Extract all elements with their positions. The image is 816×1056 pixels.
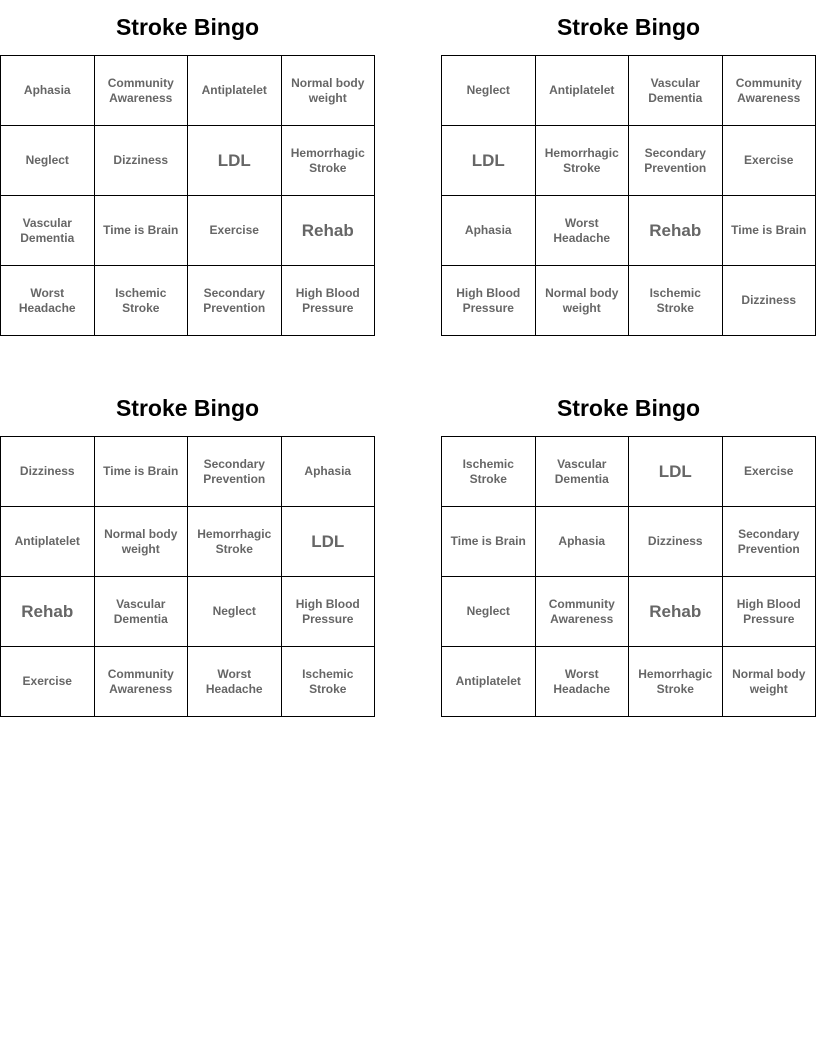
bingo-cell: Vascular Dementia — [94, 577, 188, 647]
bingo-cell: Ischemic Stroke — [629, 266, 723, 336]
grid-row — [1, 56, 375, 126]
bingo-cell: Exercise — [722, 437, 816, 507]
bingo-cell: Secondary Prevention — [188, 266, 282, 336]
bingo-cell: Exercise — [1, 647, 95, 717]
grid-row — [1, 126, 375, 196]
bingo-cell: Hemorrhagic Stroke — [535, 126, 629, 196]
bingo-cell: Vascular Dementia — [1, 196, 95, 266]
bingo-cell: Rehab — [281, 196, 375, 266]
bingo-cell: Rehab — [1, 577, 95, 647]
bingo-cell: Normal body weight — [94, 507, 188, 577]
bingo-cell: Vascular Dementia — [629, 56, 723, 126]
grid-row — [442, 437, 816, 507]
bingo-cell: Hemorrhagic Stroke — [188, 507, 282, 577]
bingo-cell: Aphasia — [442, 196, 536, 266]
card-title: Stroke Bingo — [556, 14, 701, 40]
bingo-cell: Secondary Prevention — [629, 126, 723, 196]
grid-row — [1, 507, 375, 577]
bingo-cell: Time is Brain — [722, 196, 816, 266]
bingo-card-2 — [441, 0, 816, 336]
bingo-cell: Rehab — [629, 196, 723, 266]
grid-row — [1, 437, 375, 507]
bingo-cell: Ischemic Stroke — [442, 437, 536, 507]
bingo-grid — [441, 436, 816, 717]
bingo-cell: Time is Brain — [94, 437, 188, 507]
bingo-cell: Neglect — [442, 56, 536, 126]
card-title: Stroke Bingo — [556, 395, 701, 421]
bingo-cell: Worst Headache — [535, 196, 629, 266]
grid-row — [442, 647, 816, 717]
bingo-cell: Aphasia — [281, 437, 375, 507]
bingo-cell: Neglect — [1, 126, 95, 196]
bingo-cell: Community Awareness — [535, 577, 629, 647]
grid-row — [442, 196, 816, 266]
bingo-cell: High Blood Pressure — [281, 266, 375, 336]
grid-row — [1, 196, 375, 266]
bingo-cell: Vascular Dementia — [535, 437, 629, 507]
bingo-cell: High Blood Pressure — [442, 266, 536, 336]
bingo-cell: Aphasia — [1, 56, 95, 126]
bingo-cell: Antiplatelet — [188, 56, 282, 126]
bingo-cell: Hemorrhagic Stroke — [281, 126, 375, 196]
bingo-cell: Normal body weight — [281, 56, 375, 126]
bingo-card-4 — [441, 381, 816, 717]
grid-row — [442, 577, 816, 647]
grid-row — [1, 647, 375, 717]
bingo-cell: Normal body weight — [535, 266, 629, 336]
bingo-cell: Time is Brain — [442, 507, 536, 577]
bingo-cell: Ischemic Stroke — [94, 266, 188, 336]
bingo-cell: Dizziness — [1, 437, 95, 507]
bingo-cell: Worst Headache — [1, 266, 95, 336]
bingo-cell: Aphasia — [535, 507, 629, 577]
bingo-cell: Rehab — [629, 577, 723, 647]
bingo-cell: Antiplatelet — [1, 507, 95, 577]
bingo-cell: High Blood Pressure — [281, 577, 375, 647]
bingo-cell: Antiplatelet — [442, 647, 536, 717]
bingo-card-1 — [0, 0, 375, 336]
bingo-cell: Worst Headache — [535, 647, 629, 717]
grid-row — [442, 126, 816, 196]
bingo-cell: High Blood Pressure — [722, 577, 816, 647]
bingo-cell: Normal body weight — [722, 647, 816, 717]
bingo-cell: LDL — [281, 507, 375, 577]
bingo-cell: LDL — [442, 126, 536, 196]
bingo-cell: Worst Headache — [188, 647, 282, 717]
grid-row — [442, 56, 816, 126]
bingo-cell: Ischemic Stroke — [281, 647, 375, 717]
bingo-cell: LDL — [629, 437, 723, 507]
bingo-cell: Neglect — [442, 577, 536, 647]
bingo-cell: Community Awareness — [94, 647, 188, 717]
grid-row — [1, 577, 375, 647]
bingo-cell: Exercise — [188, 196, 282, 266]
bingo-cell: Antiplatelet — [535, 56, 629, 126]
bingo-cell: LDL — [188, 126, 282, 196]
card-title: Stroke Bingo — [115, 395, 260, 421]
card-title: Stroke Bingo — [115, 14, 260, 40]
grid-row — [1, 266, 375, 336]
bingo-cell: Exercise — [722, 126, 816, 196]
bingo-cell: Hemorrhagic Stroke — [629, 647, 723, 717]
grid-row — [442, 507, 816, 577]
bingo-cell: Community Awareness — [94, 56, 188, 126]
bingo-cell: Dizziness — [722, 266, 816, 336]
bingo-grid — [0, 55, 375, 336]
bingo-cell: Secondary Prevention — [188, 437, 282, 507]
bingo-grid — [0, 436, 375, 717]
bingo-cell: Time is Brain — [94, 196, 188, 266]
bingo-cell: Dizziness — [94, 126, 188, 196]
bingo-cell: Secondary Prevention — [722, 507, 816, 577]
bingo-cell: Dizziness — [629, 507, 723, 577]
bingo-cell: Community Awareness — [722, 56, 816, 126]
bingo-grid — [441, 55, 816, 336]
bingo-cell: Neglect — [188, 577, 282, 647]
grid-row — [442, 266, 816, 336]
bingo-card-3 — [0, 381, 375, 717]
